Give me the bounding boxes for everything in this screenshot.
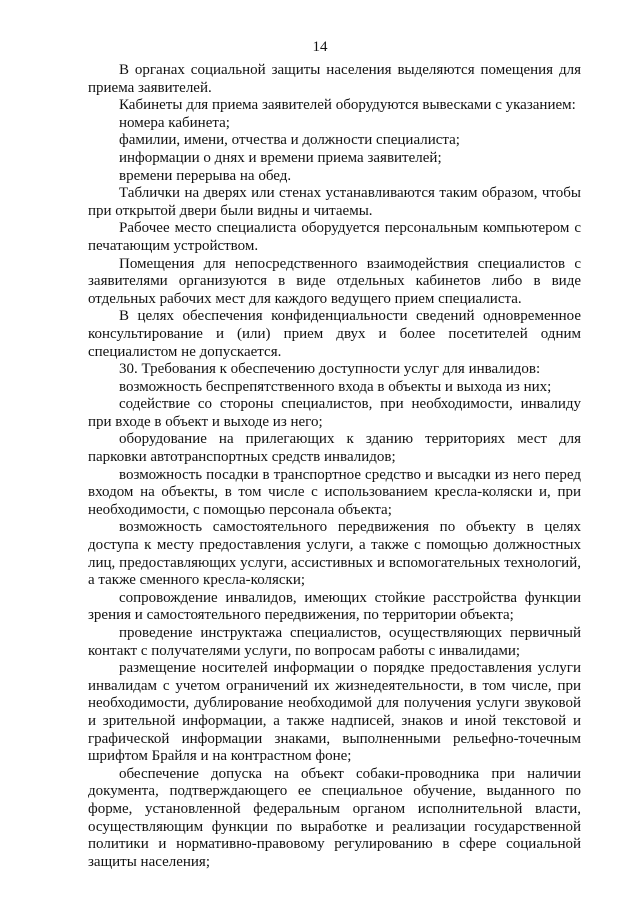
list-item: проведение инструктажа специалистов, осуществляющих первичный контакт с получателями услуги, по вопросам работы с инвалидами; <box>88 625 581 659</box>
section-heading: 30. Требования к обеспечению доступности услуг для инвалидов: <box>119 361 541 378</box>
paragraph: В органах социальной защиты населения выделяются помещения для приема заявителей. <box>88 62 581 96</box>
list-item: обеспечение допуска на объект собаки-проводника при наличии документа, подтверждающего ее специальное обучение, выданного по форме, установленной федеральным органом исполнительной власти, осуществляющим функции по выработке и реализации государственной политики и нормативно-правовому регулированию в сфере социальной защиты населения; <box>88 765 581 870</box>
list-item: номера кабинета; <box>119 114 230 131</box>
paragraph: Рабочее место специалиста оборудуется персональным компьютером с печатающим устройством. <box>88 220 581 254</box>
list-item: времени перерыва на обед. <box>119 167 292 184</box>
list-item: возможность посадки в транспортное средство и высадки из него перед входом на объекты, в том числе с использованием кресла-коляски и, при необходимости, с помощью персонала объекта; <box>88 466 581 518</box>
paragraph: Таблички на дверях или стенах устанавливаются таким образом, чтобы при открытой двери были видны и читаемы. <box>88 185 581 219</box>
list-item: сопровождение инвалидов, имеющих стойкие расстройства функции зрения и самостоятельного передвижения, по территории объекта; <box>88 589 581 624</box>
list-item: фамилии, имени, отчества и должности специалиста; <box>119 132 460 149</box>
list-item: размещение носителей информации о порядке предоставления услуги инвалидам с учетом ограничений их жизнедеятельности, в том числе, при необходимости, дублирование необходимой для получения услуги звуковой и зрительной информации, а также надписей, знаков и иной текстовой и графической информации знаками, выполненными рельефно-точечным шрифтом Брайля и на контрастном фоне; <box>88 660 581 765</box>
paragraph: Помещения для непосредственного взаимодействия специалистов с заявителями организуются в виде отдельных кабинетов либо в виде отдельных рабочих мест для каждого ведущего прием специалиста. <box>88 255 581 307</box>
list-item: содействие со стороны специалистов, при необходимости, инвалиду при входе в объект и выходе из него; <box>88 396 581 430</box>
paragraph: Кабинеты для приема заявителей оборудуются вывесками с указанием: <box>119 97 576 114</box>
list-item: возможность самостоятельного передвижения по объекту в целях доступа к месту предоставления услуги, а также с помощью должностных лиц, предоставляющих услуги, ассистивных и вспомогательных технологий, а также сменного кресла-коляски; <box>88 519 581 589</box>
page-number: 14 <box>312 39 328 55</box>
paragraph: В целях обеспечения конфиденциальности сведений одновременное консультирование и (или) прием двух и более посетителей одним специалистом не допускается. <box>88 308 581 360</box>
list-item: информации о днях и времени приема заявителей; <box>119 149 442 166</box>
document-body <box>88 62 581 871</box>
list-item: возможность беспрепятственного входа в объекты и выхода из них; <box>119 378 552 395</box>
list-item: оборудование на прилегающих к зданию территориях мест для парковки автотранспортных средств инвалидов; <box>88 431 581 466</box>
